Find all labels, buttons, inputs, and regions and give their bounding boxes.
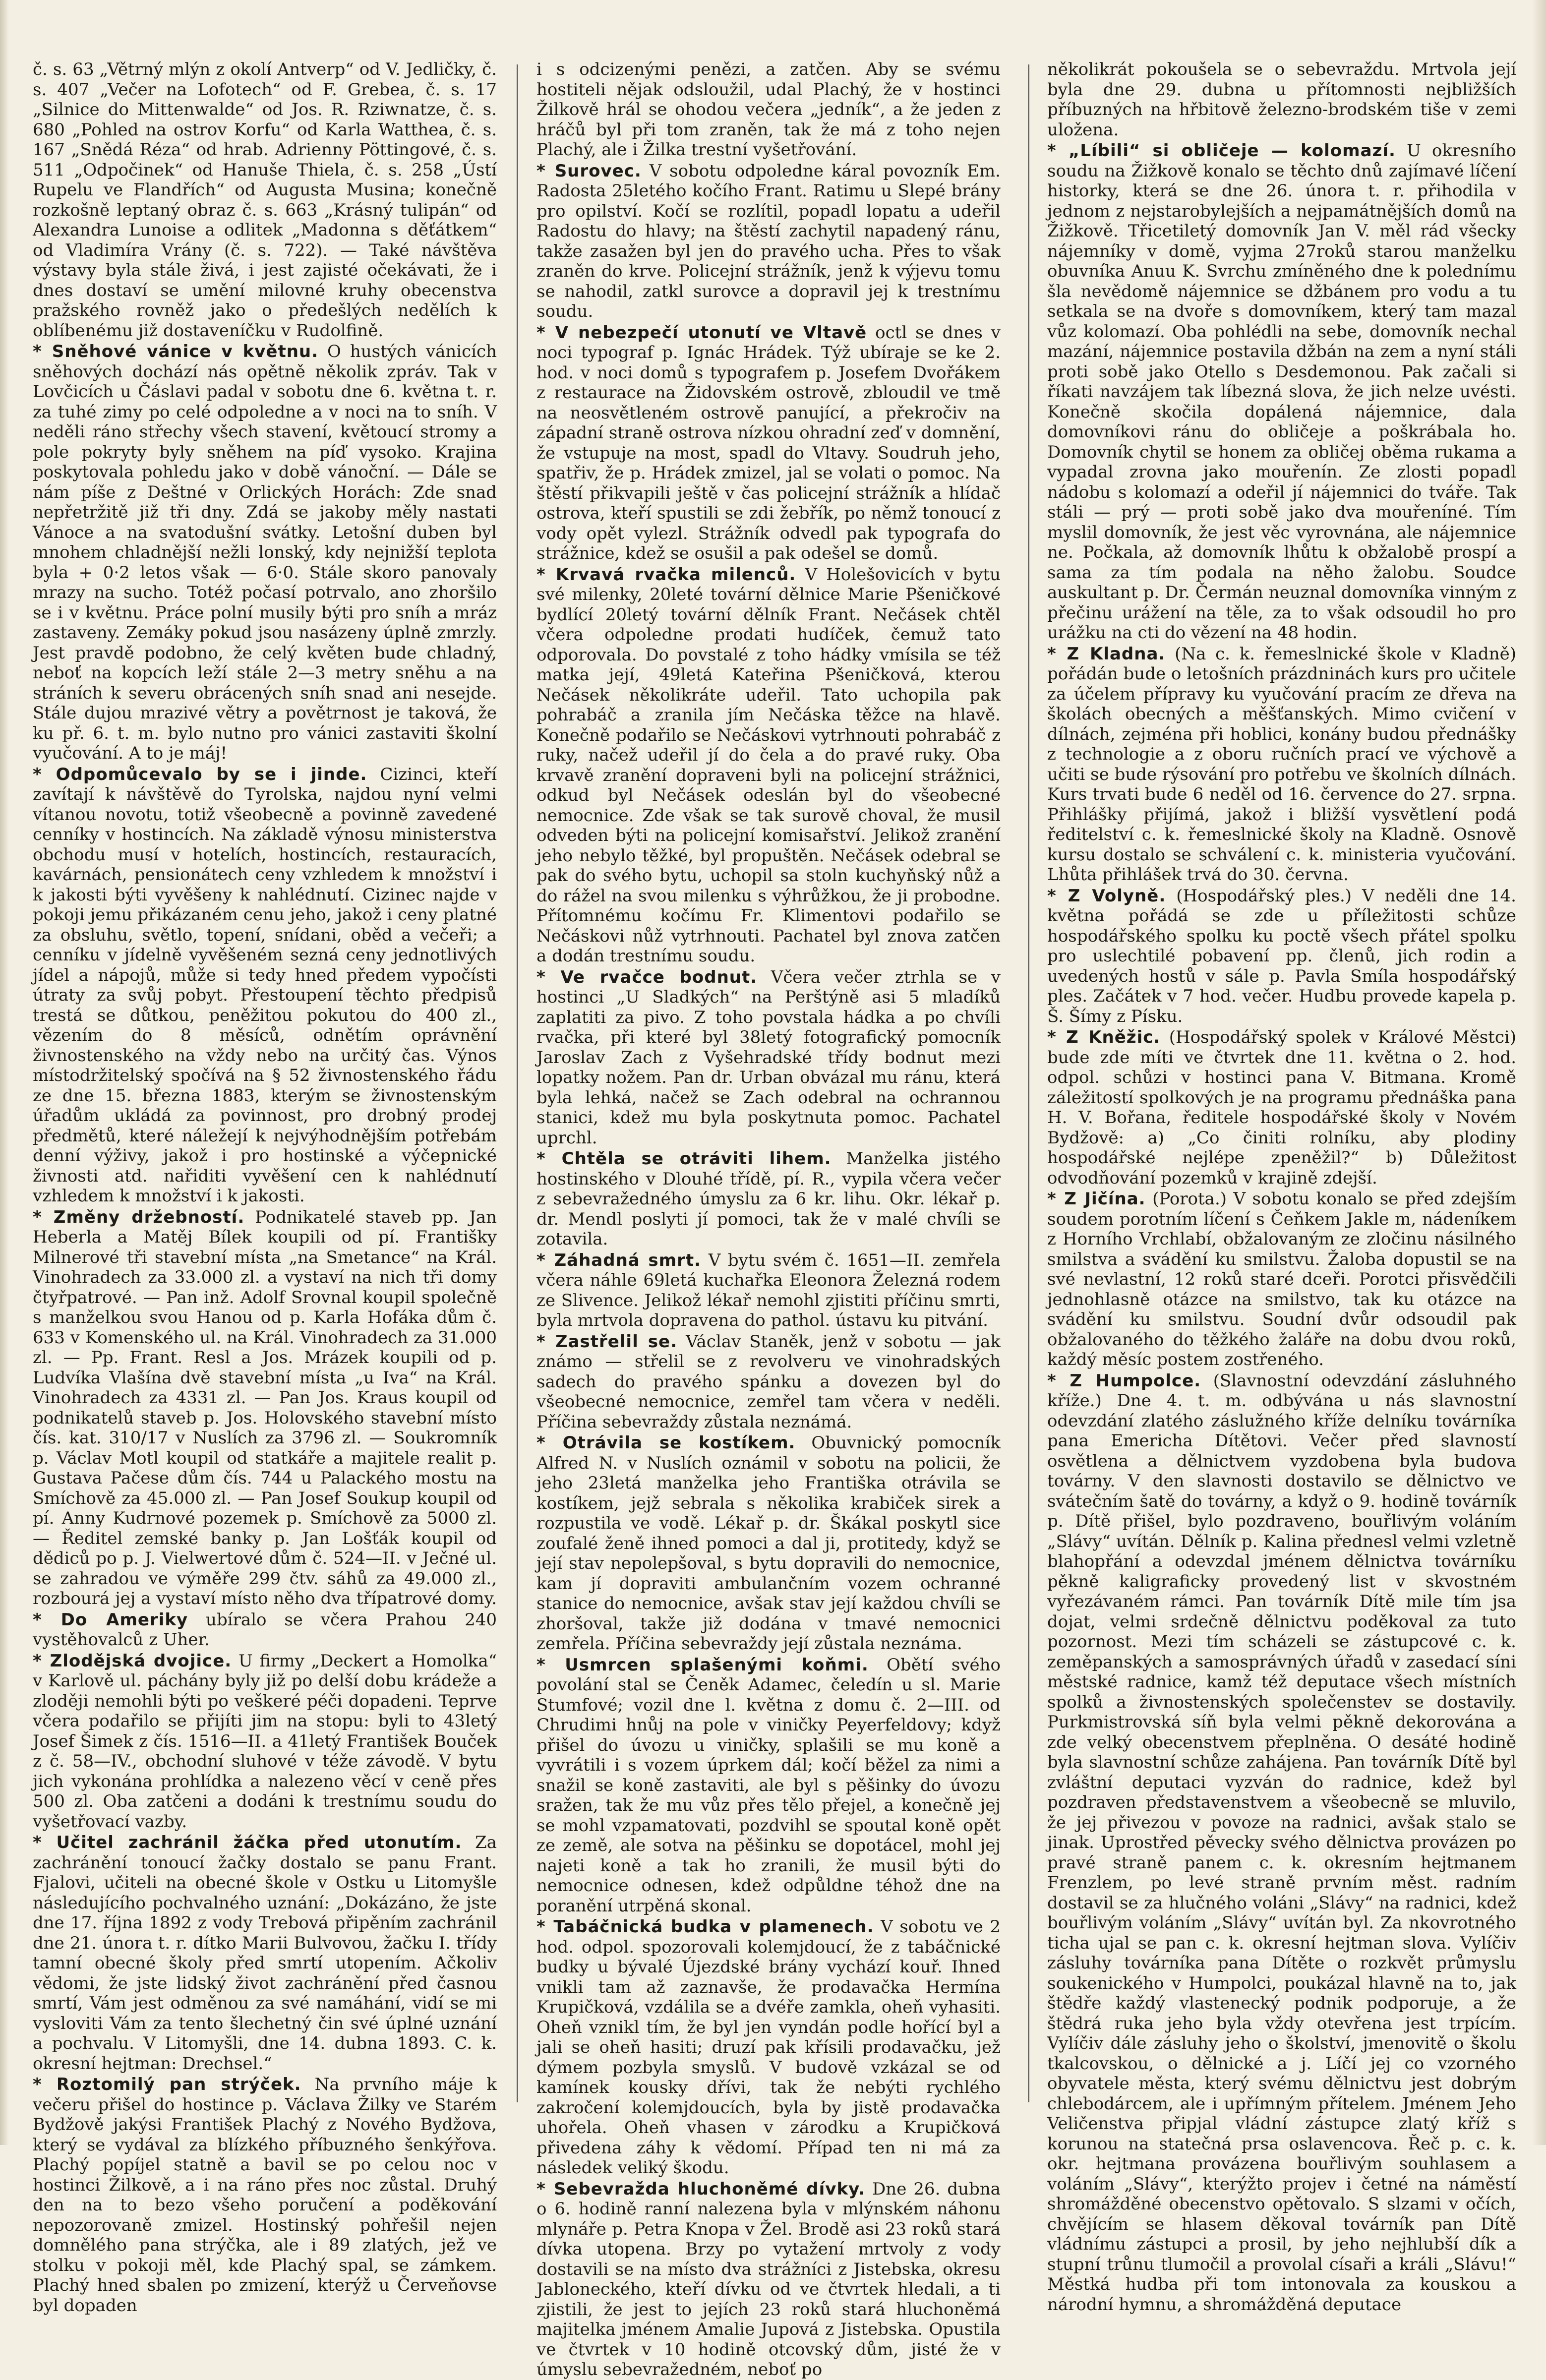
- news-item: [33, 1651, 497, 1832]
- news-item: [536, 1917, 1001, 2178]
- news-item: [33, 60, 497, 341]
- news-item-headline: * Změny držebností.: [33, 1207, 245, 1227]
- news-item-body: Na prvního máje k večeru přišel do hostince p. Václava Žilky ve Starém Bydžově jakýsi František Plachý z Nového Bydžova, který se vydával za blízkého příbuzného šenkýřova. Plachý popíjel statně a bavil se po celou noc v hostinci Žilkově, a i na ráno přes noc zůstal. Druhý den na to bezo všeho poručení a poděkování nepozorovaně zmizel. Hostinský pohřešil nejen domnělého pana strýčka, ale i 89 zlatých, jež ve stolku v pokoji měl, kde Plachý spal, se zámkem. Plachý hned sbalen po zmizení, kterýž u Červeňovse byl dopaden: [33, 2075, 497, 2316]
- news-item: [1047, 141, 1516, 643]
- news-item: [1047, 644, 1516, 885]
- news-item: [1047, 1371, 1516, 2315]
- news-item-body: octl se dnes v noci typograf p. Ignác Hrádek. Týž ubíraje se ke 2. hod. v noci domů s typografem p. Josefem Dvořákem z restaurace na Židovském ostrově, zbloudil ve tmě na neosvětleném ostrově panující, a překročiv na západní straně ostrova nízkou ohradní zeď v domnění, že vstupuje na most, spadl do Vltavy. Soudruh jeho, spatřiv, že p. Hrádek zmizel, jal se volati o pomoc. Na štěstí přikvapili ještě v čas policejní strážník a hlídač ostrova, kteří spustili se zdi žebřík, po němž tonoucí z vody opět vylezl. Strážník odvedl pak typografa do strážnice, kdež se osušil a pak odešel se domů.: [536, 322, 1001, 563]
- news-item-body: (Hospodářský spolek v Králové Městci) bude zde míti ve čtvrtek dne 11. května o 2. hod. odpol. schůzi v hostinci pana V. Bitmana. Kromě záležitostí spolkových je na programu přednáška pana H. V. Bořana, ředitele hospodářské školy v Novém Bydžově: a) „Co činiti rolníku, aby plodiny hospodářské nejlépe zpeněžil?“ b) Důležitost odvodňování pozemků v krajině zdejší.: [1047, 1027, 1517, 1188]
- news-item-headline: * Sněhové vánice v květnu.: [33, 342, 319, 361]
- news-item-body: několikrát pokoušela se o sebevraždu. Mrtvola její byla dne 29. dubna u přítomnosti nejbližších příbuzných na hřbitově železno-brodském tiše v zemi uložena.: [1047, 60, 1516, 140]
- news-item-body: (Slavnostní odevzdání zásluhného kříže.) Dne 4. t. m. odbývána u nás slavnostní odevzdání zlatého záslužného kříže delníku továrníka pana Emericha Dítětovi. Večer před slavností osvětlena a dělnictvem vyzdobena byla budova továrny. V den slavnosti dostavilo se dělnictvo ve svátečním šatě do továrny, a když o 9. hodině továrník p. Dítě přišel, bylo pozdraveno, bouřlivým voláním „Slávy“ uvítán. Dělník p. Kalina přednesl velmi vzletně blahopřání a odevzdal jménem dělnictva továrníku pěkně kaligraficky provedený list v skvostném vyřezávaném rámci. Pan továrník Dítě mile tím jsa dojat, velmi srdečně dělnictvu poděkoval za tuto pozornost. Mezi tím scházeli se zástupcové c. k. zeměpanských a samosprávných úřadů v zasedací síni městské radnice, kamž též deputace všech místních spolků a živnostenských společenstev se dostavily. Purkmistrovská síň byla velmi pěkně dekorována a zde velký obecenstvem přeplněna. O desáté hodině byla slavnostní schůze zahájena. Pan továrník Dítě byl zvláštní deputaci vyzván do radnice, kdež byl pozdraven představenstvem a všeobecně se mluvilo, že jej přivezou v povoze na radnici, avšak stalo se jinak. Uprostřed pěvecky svého dělnictva provázen po pravé straně panem c. k. okresním hejtmanem Frenzlem, po levé straně prvním měst. radním dostavil se za hlučného voláni „Slávy“ na radnici, kdež bouřlivým voláním „Slávy“ uvítán byl. Za nkovrotného ticha ujal se pan c. k. okresní hejtman slova. Vylíčiv zásluhy továrníka pana Dítěte o rozkvět průmyslu soukenického v Humpolci, poukázal hlavně na to, jak štědře každý vlastenecký podnik podporuje, a že štědrá ruka jeho byla vždy otevřena jest trpícím. Vylíčiv dále zásluhy jeho o školství, jmenovitě o školu tkalcovskou, o dělnické a j. Líčí jej co vzorného obyvatele města, který svému dělnictvu jest dobrým chlebodárcem, ale i upřímným přítelem. Jménem Jeho Veličenstva připjal vládní zástupce zlatý kříž s korunou na statečná prsa oslavencova. Řeč p. c. k. okr. hejtmana provázena bouřlivým souhlasem a voláním „Slávy“, kterýžto projev i četné na náměstí shromážděné obecenstvo opětovalo. S slzami v očích, chvějícím se hlasem děkoval továrník pan Dítě vládnímu zástupci a prosil, by jeho nejhlubší dík a stupní trůnu tlumočil a provolal císaři a králi „Slávu!“ Městká hudba při tom intonovala za kouskou a národní hymnu, a shromážděná deputace: [1047, 1370, 1516, 2315]
- news-item-body: Dne 26. dubna o 6. hodině ranní nalezena byla v mlýnském náhonu mlynáře p. Petra Knopa v Žel. Brodě asi 23 roků stará dívka utopena. Brzy po vytažení mrtvoly z vody dostavili se na místo dva strážníci z Jistebska, okresu Jabloneckého, kteří dívku od ve čtvrtek hledali, a ti zjistili, že jest to jejích 23 roků stará hluchoněmá majitelka jménem Amalie Jupová z Jistebska. Opustila ve čtvrtek v 10 hodině otcovský dům, jisté že v úmyslu sebevražedném, neboť po: [536, 2179, 1001, 2380]
- news-item: [536, 1250, 1001, 1331]
- news-item-headline: * Z Kladna.: [1047, 644, 1166, 664]
- column-2: [526, 60, 1011, 2380]
- news-item-body: Včera večer ztrhla se v hostinci „U Sladkých“ na Perštýně asi 5 mladíků zaplatiti za pivo. Z toho povstala hádka a po chvíli rvačka, při které byl 38letý fotografický pomocník Jaroslav Zach z Vyšehradské třídy bodnut mezi lopatky nožem. Pan dr. Urban obvázal mu ránu, která byla lehká, načež se Zach odebral na ochrannou stanici, kdež mu byla poskytnuta pomoc. Pachatel uprchl.: [536, 967, 1001, 1148]
- news-item-body: Obuvnický pomocník Alfred N. v Nuslích oznámil v sobotu na policii, že jeho 23letá manželka jeho Františka otrávila se kostíkem, jejž sebrala s několika krabiček sirek a rozpustila ve vodě. Lékař p. dr. Škákal poskytl sice zoufalé ženě ihned pomoci a dal ji, protitedy, když se její stav nepolepšoval, s bytu dopravili do nemocnice, kam jí dopraviti ambulančním vozem ochranné stanice do nemocnice, avšak stav její každou chvíli se zhoršoval, takže již dodána v tmavé nemocnici zemřela. Příčina sebevraždy její zůstala neznáma.: [536, 1433, 1001, 1654]
- news-item-headline: * Z Volyně.: [1047, 886, 1166, 906]
- news-item: [33, 342, 497, 764]
- news-item-headline: * Učitel zachránil žáčka před utonutím.: [33, 1833, 462, 1852]
- news-item: [536, 1332, 1001, 1432]
- news-item-headline: * Z Humpolce.: [1047, 1370, 1201, 1391]
- news-item-body: Václav Staněk, jenž v sobotu — jak známo — střelil se z revolveru ve vinohradských sadech do pravého spánku a dovezen byl do všeobecné nemocnice, zemřel tam včera v neděli. Příčina sebevraždy zůstala neznámá.: [536, 1331, 1001, 1432]
- news-item-headline: * Otrávila se kostíkem.: [536, 1433, 796, 1453]
- news-item-headline: * Roztomilý pan strýček.: [33, 2075, 301, 2094]
- news-item-headline: * Odpomůcevalo by se i jinde.: [33, 764, 367, 784]
- news-item-body: V sobotu ve 2 hod. odpol. spozorovali kolemjdoucí, že z tabáčnické budky u bývalé Újezdské brány vychází kouř. Ihned vnikli tam až zaznavše, že prodavačka Hermína Krupičková, vzdálila se a dvéře zamkla, oheň vyhasiti. Oheň vznikl tím, že byl jen vyndán podle hořící byl a jali se oheň hasiti; druzí pak křísili prodavačku, jež dýmem pozbyla smyslů. V budově vzkázal se od kamínek kousky dřívi, tak že nebýti rychlého zakročení kolemjdoucích, byla by jistě prodavačka uhořela. Oheň vhasen v zárodku a Krupičková přivedena záhy k vědomí. Případ ten ni má za následek veliký škodu.: [536, 1917, 1001, 2178]
- news-item-headline: * Usmrcen splašenými koňmi.: [536, 1655, 869, 1675]
- page-edge-left: [0, 0, 9, 2145]
- news-item: [33, 765, 497, 1206]
- news-item-body: V bytu svém č. 1651—II. zemřela včera náhle 69letá kuchařka Eleonora Železná rodem ze Slivence. Jelikož lékař nemohl zjistiti příčinu smrti, byla mrtvola dopravena do pathol. ústavu ku pitvání.: [536, 1250, 1001, 1330]
- news-item: [536, 60, 1001, 160]
- news-item-body: Cizinci, kteří zavítají k návštěvě do Tyrolska, najdou nyní velmi vítanou novotu, totiž všeobecně a povinně zavedené cenníky v hostincích. Na základě výnosu ministerstva obchodu musí v hotelích, hostincích, restauracích, kavárnách, pensionátech ceny vzhledem k množství i k jakosti býti vyvěšeny k nahlédnutí. Cizinec najde v pokoji jemu přikázaném cenu jeho, jakož i ceny platné za obsluhu, světlo, topení, snídani, oběd a večeři; a cenníku v jídelně vyvěšeném sezná ceny jednotlivých jídel a nápojů, může si tedy hned předem vypočísti útraty za svůj pobyt. Přestoupení těchto předpisů trestá se důtkou, peněžitou pokutou do 400 zl., vězením do 8 měsíců, odnětím oprávnění živnostenského na vždy nebo na určitý čas. Výnos místodržitelský spočívá na § 52 živnostenského řádu ze dne 15. března 1883, kterým se živnostenským úřadům ukládá za povinnost, pro drobný prodej předmětů, které náležejí k nejvýhodnějším potřebám denní výživy, jakož i pro hostinské a výčepnické živnosti atd. nařiditi vyvěšení cen k nahlédnutí vzhledem k množství i k jakosti.: [33, 764, 497, 1206]
- news-item-headline: * Záhadná smrt.: [536, 1250, 702, 1270]
- news-item-body: V sobotu odpoledne káral povozník Em. Radosta 25letého kočího Frant. Ratimu u Slepé brány pro opilství. Kočí se rozlítil, popadl lopatu a udeřil Radostu do hlavy; na štěstí zachytil napadený ránu, takže zasažen byl jen do pravého ucha. Přes to však zraněn do krve. Policejní strážník, jenž k výjevu tomu se nahodil, zatkl surovce a dopravil jej k trestnímu soudu.: [536, 161, 1001, 321]
- news-item-headline: * Z Kněžic.: [1047, 1027, 1161, 1047]
- column-3: [1036, 60, 1527, 2315]
- news-item: [1047, 60, 1516, 140]
- page-edge-right: [1532, 0, 1546, 2145]
- news-item: [33, 1610, 497, 1650]
- news-item-body: O hustých vánicích sněhových dochází nás opětně několik zpráv. Tak v Lovčicích u Čáslavi padal v sobotu dne 6. května t. r. za tuhé zimy po celé odpoledne a v noci na to sníh. V neděli ráno střechy všech stavení, květoucí stromy a pole pokryty byly sněhem na píď vysoko. Krajina poskytovala pohledu jako v době vánoční. — Dále se nám píše z Deštné v Orlických Horách: Zde snad nepřetržitě již tři dny. Zdá se jakoby měly nastati Vánoce a na svatodušní svátky. Letošní duben byl mnohem chladnější nežli lonský, kdy nejnižší teplota byla + 0·2 letos však — 6·0. Stále skoro panovaly mrazy na sucho. Totéž počasí potrvalo, ano zhoršilo se i v květnu. Práce polní musily býti pro sníh a mráz zastaveny. Zemáky pokud jsou nasázeny úplně zmrzly. Jest pravdě podobno, že celý květen bude chladný, neboť na kopcích leží stále 2—3 metry sněhu a na stráních k severu obrácených sníh snad ani nesejde. Stále dujou mrazivé větry a povětrnost je taková, že ku př. 6. t. m. bylo nutno pro vánici zastaviti školní vyučování. A to je máj!: [33, 342, 497, 763]
- news-item-headline: * „Líbili“ si obličeje — kolomazí.: [1047, 141, 1396, 161]
- news-item: [536, 323, 1001, 564]
- news-item-body: Obětí svého povolání stal se Čeněk Adamec, čeledín u sl. Marie Stumfové; vozil dne l. května z domu č. 2—III. od Chrudimi hnůj na pole v viničky Peyerfeldovy; když přišel do úvozu u viničky, splašili se mu koně a vyvrátili i s vozem úprkem dál; kočí běžel za nimi a snažil se koně zastaviti, ale byl s pěšinky do úvozu sražen, tak že mu vůz přes tělo přejel, a konečně jej se mohl vzpamatovati, pozdvihl se spoutal koně opět ze země, ale sotva na pěšinku se dopotácel, mohl jej najeti koně a tak ho zranili, že musil býti do nemocnice odnesen, kdež odpůldne téhož dne na poranění utrpěná skonal.: [536, 1655, 1001, 1916]
- news-item-headline: * Tabáčnická budka v plamenech.: [536, 1917, 874, 1937]
- news-item-body: č. s. 63 „Větrný mlýn z okolí Antverp“ od V. Jedličky, č. s. 407 „Večer na Lofotech“ od F. Grebea, č. s. 17 „Silnice do Mittenwalde“ od Jos. R. Rziwnatze, č. s. 680 „Pohled na ostrov Korfu“ od Karla Watthea, č. s. 167 „Snědá Réza“ od hrab. Adrienny Pöttingové, č. s. 511 „Odpočinek“ od Hanuše Thiela, č. s. 258 „Ústí Rupelu ve Flandřích“ od Augusta Musina; konečně rozkošně leptaný obraz č. s. 663 „Krásný tulipán“ od Alexandra Lunoise a odlitek „Madonna s děťátkem“ od Vladimíra Vrány (č. s. 722). — Také návštěva výstavy byla stále živá, i jest zajisté očekávati, že i dnes dostaví se umění milovné kruhy obecenstva pražského rovněž jako o předešlých nedělích k oblíbenému již dostaveníčku v Rudolfině.: [33, 60, 497, 341]
- column-1: [22, 60, 508, 2316]
- news-item: [536, 967, 1001, 1148]
- news-item-body: (Hospodářský ples.) V neděli dne 14. května pořádá se zde u příležitosti schůze hospodářského spolku ku poctě všech přátel spolku pro uslechtilé pobavení pp. členů, jich rodin a uvedených hostů v sále p. Pavla Smíla hospodářský ples. Začátek v 7 hod. večer. Hudbu provede kapela p. Š. Šímy z Písku.: [1047, 886, 1516, 1026]
- news-item-headline: * Do Ameriky: [33, 1609, 188, 1630]
- news-item-body: U firmy „Deckert a Homolka“ v Karlově ul. páchány byly již po delší dobu krádeže a zloději nemohli býti po veškeré péči dopadeni. Teprve včera podařilo se přijíti jim na stopu: byli to 43letý Josef Šimek z čís. 1516—II. a 41letý František Bouček z č. 58—IV., obchodní sluhové v téže závodě. V bytu jich vykonána prohlídka a nalezeno věcí v ceně přes 500 zl. Oba zatčeni a dodáni k trestnímu soudu do vyšetřovací vazby.: [33, 1651, 497, 1832]
- news-item-body: Manželka jistého hostinského v Dlouhé třídě, pí. R., vypila včera večer z sebevražedného úmyslu za 6 kr. lihu. Okr. lékař p. dr. Mendl poslyti jí pomoci, tak že v malé chvíli se zotavila.: [536, 1149, 1001, 1249]
- news-item-headline: * Krvavá rvačka milenců.: [536, 564, 796, 585]
- column-rule-2: [1028, 64, 1029, 2102]
- news-item: [536, 1433, 1001, 1654]
- news-item-body: U okresního soudu na Žižkově konalo se těchto dnů zajímavé líčení historky, která se dne 26. února t. r. přihodila v jednom z nejstarobylejších a nejpamátnějších domů na Žižkově. Třicetiletý domovník Jan V. měl rád všecky nájemníky v domě, vyjma 27roků starou manželku obuvníka Anuu K. Svrchu zmíněného dne k polednímu šla nevědomě nájemnice se džbánem pro vodu a tu setkala se na dvoře s domovníkem, který tam mazal vůz kolomazí. Oba pohlédli na sebe, domovník nechal mazání, nájemnice postavila džbán na zem a nyní stáli proti sobě jako Otello s Desdemonou. Pak začali si říkati navzájem tak líbezná slova, že jich nelze uvésti. Konečně skočila dopálená nájemnice, dala domovníkovi ránu do obličeje a poškrábala ho. Domovník chytil se honem za obličej oběma rukama a vypadal zrovna jako mouřenín. Ze zlosti popadl nádobu s kolomazí a odeřil jí nájemnici do tváře. Tak stáli — prý — proti sobě jako dva mouřeníné. Tím myslil domovník, že jest věc vyrovnána, ale nájemnice ne. Počkala, až domovník lhůtu k obžalobě prospí a sama za tím podala na něho žalobu. Soudce auskultant p. Dr. Čermán neuznal domovníka vinným z přečinu urážení na těle, za to však odsoudil ho pro urážku na cti do vězení na 48 hodin.: [1047, 141, 1517, 643]
- news-item-body: (Na c. k. řemeslnické škole v Kladně) pořádán bude o letošních prázdninách kurs pro učitele za účelem přípravy ku vyučování pracím ze dřeva na školách obecných a měšťanských. Mimo cvičení v dílnách, zejména při hoblici, konány budou přednášky z technologie a z oboru ručních prací ve výchově a učiti se bude rýsování pro potřebu ve školních dílnách. Kurs trvati bude 6 neděl od 16. července do 27. srpna. Přihlášky přijímá, jakož i bližší vysvětlení podá ředitelství c. k. řemeslnické školy na Kladně. Osnově kursu dostalo se schválení c. k. ministeria vyučování. Lhůta přihlášek trvá do 30. června.: [1047, 644, 1516, 885]
- news-item-headline: * Sebevražda hluchoněmé dívky.: [536, 2179, 866, 2199]
- news-item-body: Podnikatelé staveb pp. Jan Heberla a Matěj Bílek koupili od pí. Františky Milnerové tři stavební místa „na Smetance“ na Král. Vinohradech za 33.000 zl. a vystaví na nich tři domy čtyřpatrové. — Pan inž. Adolf Srovnal koupil společně s manželkou svou Hanou od p. Karla Hofáka dům č. 633 v Komenského ul. na Král. Vinohradech za 31.000 zl. — Pp. Frant. Resl a Jos. Mrázek koupili od p. Ludvíka Vlašína dvě stavební místa „u Iva“ na Král. Vinohradech za 4331 zl. — Pan Jos. Kraus koupil od podnikatelů staveb p. Jos. Holovského stavební místo čís. kat. 310/17 v Nuslích za 3796 zl. — Soukromník p. Václav Motl koupil od statkáře a majitele realit p. Gustava Pačese dům čís. 744 u Palackého mostu na Smíchově za 45.000 zl. — Pan Josef Soukup koupil od pí. Anny Kudrnové pozemek p. Smíchově za 5000 zl. — Ředitel zemské banky p. Jan Lošťák koupil od dědiců po p. J. Vielwertové dům č. 524—II. v Ječné ul. se zahradou ve výměře 299 čtv. sáhů za 49.000 zl., rozbourá jej a vystaví místo něho dva třípatrové domy.: [33, 1207, 497, 1608]
- news-item: [536, 2179, 1001, 2380]
- news-item-headline: * Z Jičína.: [1047, 1189, 1146, 1209]
- news-item-body: ubíralo se včera Prahou 240 vystěhovalců z Uher.: [33, 1609, 497, 1650]
- news-item: [1047, 1189, 1516, 1370]
- news-item-headline: * Zlodějská dvojice.: [33, 1651, 232, 1671]
- news-item: [536, 1655, 1001, 1916]
- news-item: [33, 1833, 497, 2074]
- news-item-body: i s odcizenými penězi, a zatčen. Aby se svému hostiteli nějak odsloužil, udal Plachý, že v hostinci Žilkově hrál se ohodou večera „jedník“, a že jeden z hráčů byl při tom zraněn, tak že má z toho nejen Plachý, ale i Žilka trestní vyšetřování.: [536, 60, 1001, 160]
- news-item-body: Za zachránění tonoucí žačky dostalo se panu Frant. Fjalovi, učiteli na obecné škole v Ostku u Litomyšle následujícího pochvalného uznání: „Dokázáno, že jste dne 17. října 1892 z vody Trebová připěním zachránil dne 21. února t. r. dítko Marii Bulvovou, žačku I. třídy tamní obecné školy před smrtí utopením. Ačkoliv vědomi, že jste lidský život zachránění před časnou smrtí, Vám jest odměnou za své namáhání, vidí se mi vysloviti Vám za tento šlechetný čin své úplné uznání a pochvalu. V Litomyšli, dne 14. dubna 1893. C. k. okresní hejtman: Drechsel.“: [33, 1833, 497, 2074]
- news-item-body: V Holešovicích v bytu své milenky, 20leté tovární dělnice Marie Pšeničkové bydlící 20letý tovární dělník Frant. Nečásek chtěl včera odpoledne prodati hudíček, čemuž tato odporovala. Do povstalé z toho hádky vmísila se též matka její, 49letá Kateřina Pšeničková, kterou Nečásek několikráte udeřil. Tato uchopila pak pohrabáč a zranila jím Nečáska těžce na hlavě. Konečně podařilo se Nečáskovi vytrhnouti pohrabáč z ruky, načež udeřil jí do čela a do pravé ruky. Oba krvavě zranění dopraveni byli na policejní strážnici, odkud byl Nečásek odeslán byl do všeobecné nemocnice. Zde však se tak surově choval, že musil odveden býti na policejní komisařství. Jelikož zranění jeho nebylo těžké, byl propuštěn. Nečásek odebral se pak do svého bytu, uchopil sa stoln kuchyňský nůž a do rážel na svou milenku s výhrůžkou, že ji probodne. Přítomnému kočímu Fr. Klimentovi podařilo se Nečáskovi nůž vytrhnouti. Pachatel byl znova zatčen a dodán trestnímu soudu.: [536, 564, 1001, 966]
- news-item-headline: * V nebezpečí utonutí ve Vltavě: [536, 322, 867, 343]
- news-item: [1047, 886, 1516, 1027]
- news-item-headline: * Zastřelil se.: [536, 1331, 678, 1352]
- column-rule-1: [517, 64, 518, 2102]
- news-item: [536, 565, 1001, 966]
- news-item: [33, 2075, 497, 2316]
- news-item-headline: * Chtěla se otráviti lihem.: [536, 1149, 832, 1169]
- news-item: [536, 1149, 1001, 1250]
- news-item-headline: * Surovec.: [536, 161, 642, 181]
- news-item-headline: * Ve rvačce bodnut.: [536, 967, 758, 987]
- news-item: [536, 161, 1001, 322]
- news-item-body: (Porota.) V sobotu konalo se před zdejším soudem porotním líčení s Čeňkem Jakle m, nádeníkem z Horního Vrchlabí, obžalovaným ze zločinu násilného smilstva a svádění ku smilstvu. Žaloba dopustil se na své nevlastní, 12 roků staré dceři. Porotci přisvědčili jednohlasně otázce na smilstvo, tak ku otázce na svádění ku smilstvu. Soudní dvůr odsoudil pak obžalovaného do těžkého žaláře na dobu dvou roků, každý měsíc postem zostřeného.: [1047, 1189, 1516, 1369]
- news-item: [1047, 1027, 1516, 1188]
- news-item: [33, 1207, 497, 1609]
